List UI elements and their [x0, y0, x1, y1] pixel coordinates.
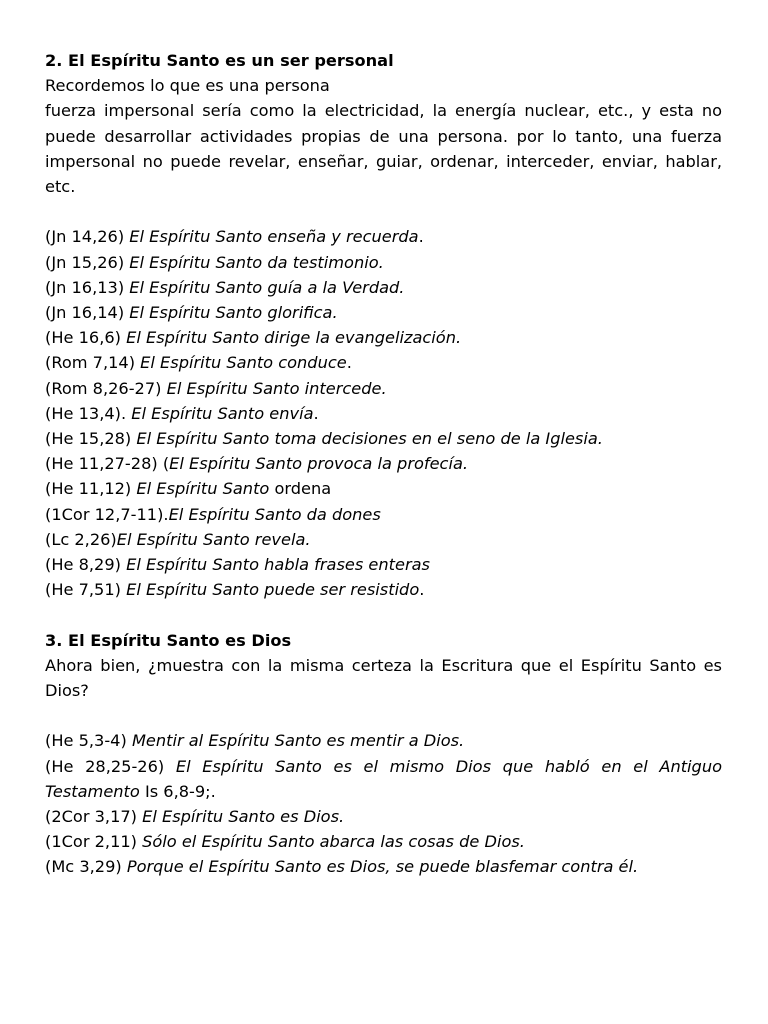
reference-item — [45, 829, 722, 854]
reference-citation: (Jn 14,26) — [45, 227, 130, 247]
reference-item — [45, 728, 722, 753]
reference-description: El Espíritu Santo da dones — [168, 504, 381, 524]
reference-description: Porque el Espíritu Santo es Dios, se puede blasfemar contra él. — [126, 857, 639, 877]
reference-description: El Espíritu Santo dirige la evangelización. — [126, 328, 462, 348]
reference-citation: (He 8,29) — [45, 555, 127, 575]
reference-description: El Espíritu Santo — [136, 479, 270, 499]
reference-suffix: . — [346, 353, 352, 373]
section-2-intro: Recordemos lo que es una persona — [45, 76, 330, 96]
reference-description: El Espíritu Santo puede ser resistido — [126, 580, 420, 600]
reference-item — [45, 854, 722, 879]
reference-citation: (He 11,27-28) ( — [45, 454, 170, 474]
reference-citation: (He 13,4). — [45, 403, 132, 423]
reference-item — [45, 502, 722, 527]
reference-description: El Espíritu Santo revela. — [116, 529, 311, 549]
reference-suffix: . — [313, 403, 319, 423]
reference-suffix: Is 6,8-9;. — [139, 781, 216, 801]
reference-item — [45, 476, 722, 501]
reference-item — [45, 401, 722, 426]
reference-citation: (He 28,25-26) — [45, 756, 176, 776]
section-3-reference-list — [45, 728, 722, 879]
reference-item — [45, 350, 722, 375]
reference-suffix: . — [419, 580, 425, 600]
reference-item — [45, 300, 722, 325]
spacer — [45, 199, 722, 224]
reference-citation: (He 16,6) — [45, 328, 127, 348]
reference-citation: (He 7,51) — [45, 580, 127, 600]
spacer — [45, 703, 722, 728]
reference-item — [45, 577, 722, 602]
reference-item — [45, 224, 722, 249]
reference-citation: (Jn 15,26) — [45, 252, 130, 272]
reference-citation: (Jn 16,13) — [45, 277, 130, 297]
reference-description: El Espíritu Santo glorifica. — [129, 303, 338, 323]
reference-citation: (Jn 16,14) — [45, 303, 130, 323]
reference-item — [45, 804, 722, 829]
reference-item — [45, 275, 722, 300]
reference-citation: (Mc 3,29) — [45, 857, 127, 877]
reference-citation: (Rom 8,26-27) — [45, 378, 167, 398]
reference-description: El Espíritu Santo conduce — [140, 353, 347, 373]
reference-description: El Espíritu Santo da testimonio. — [129, 252, 384, 272]
reference-description: El Espíritu Santo envía — [131, 403, 314, 423]
reference-citation: (1Cor 12,7-11). — [45, 504, 169, 524]
reference-description: Sólo el Espíritu Santo abarca las cosas de Dios. — [142, 832, 525, 852]
reference-citation: (He 11,12) — [45, 479, 137, 499]
reference-suffix: ordena — [269, 479, 332, 499]
reference-citation: (Lc 2,26) — [45, 529, 117, 549]
reference-citation: (2Cor 3,17) — [45, 807, 143, 827]
reference-citation: (1Cor 2,11) — [45, 832, 143, 852]
reference-description: El Espíritu Santo habla frases enteras — [126, 555, 430, 575]
reference-description: El Espíritu Santo toma decisiones en el seno de la Iglesia. — [136, 429, 603, 449]
reference-item — [45, 754, 722, 804]
reference-citation: (Rom 7,14) — [45, 353, 141, 373]
section-3-paragraph: Ahora bien, ¿muestra con la misma certeza la Escritura que el Espíritu Santo es Dios? — [45, 655, 722, 701]
reference-item — [45, 250, 722, 275]
reference-citation: (He 15,28) — [45, 429, 137, 449]
section-3-heading: 3. El Espíritu Santo es Dios — [45, 630, 292, 650]
reference-description: El Espíritu Santo provoca la profecía. — [169, 454, 469, 474]
section-2-paragraph: fuerza impersonal sería como la electricidad, la energía nuclear, etc., y esta no puede desarrollar actividades propias de una persona. por lo tanto, una fuerza impersonal no puede revelar, enseñar, guiar, ordenar, interceder, enviar, hablar, etc. — [45, 101, 722, 197]
reference-citation: (He 5,3-4) — [45, 731, 132, 751]
reference-item — [45, 527, 722, 552]
reference-description: El Espíritu Santo es Dios. — [142, 807, 345, 827]
reference-description: Mentir al Espíritu Santo es mentir a Dios. — [131, 731, 465, 751]
reference-description: El Espíritu Santo guía a la Verdad. — [129, 277, 405, 297]
reference-item — [45, 451, 722, 476]
document-page — [45, 48, 722, 880]
reference-suffix: . — [418, 227, 424, 247]
reference-item — [45, 325, 722, 350]
reference-description: El Espíritu Santo intercede. — [166, 378, 387, 398]
reference-description: El Espíritu Santo enseña y recuerda — [129, 227, 419, 247]
section-2-reference-list — [45, 224, 722, 602]
reference-item — [45, 376, 722, 401]
reference-item — [45, 552, 722, 577]
spacer — [45, 602, 722, 627]
reference-description: El Espíritu Santo es el mismo Dios que habló en el Antiguo Testamento — [45, 756, 722, 801]
reference-item — [45, 426, 722, 451]
section-2-heading: 2. El Espíritu Santo es un ser personal — [45, 51, 394, 70]
